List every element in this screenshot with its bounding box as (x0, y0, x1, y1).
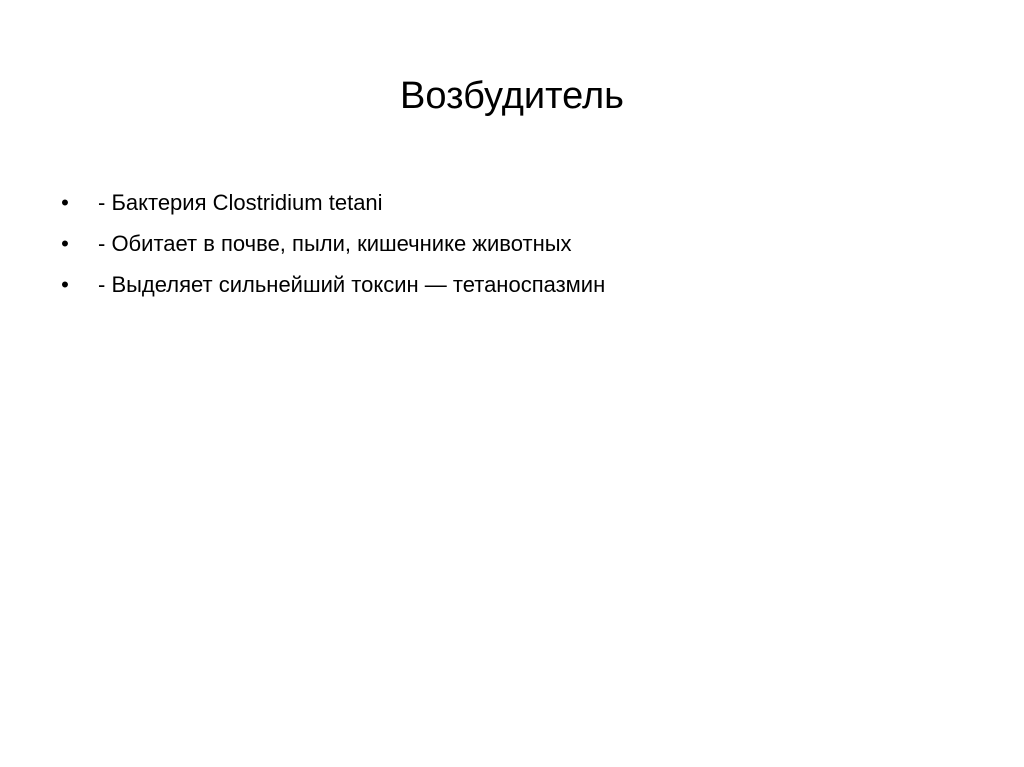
slide-title: Возбудитель (400, 75, 624, 117)
bullet-icon: • (61, 272, 69, 297)
bullet-text: - Обитает в почве, пыли, кишечнике животных (98, 231, 572, 256)
bullet-icon: • (61, 231, 69, 256)
bullet-icon: • (61, 190, 69, 215)
bullet-text: - Бактерия Clostridium tetani (98, 190, 383, 215)
bullet-text: - Выделяет сильнейший токсин — тетаноспазмин (98, 272, 606, 297)
